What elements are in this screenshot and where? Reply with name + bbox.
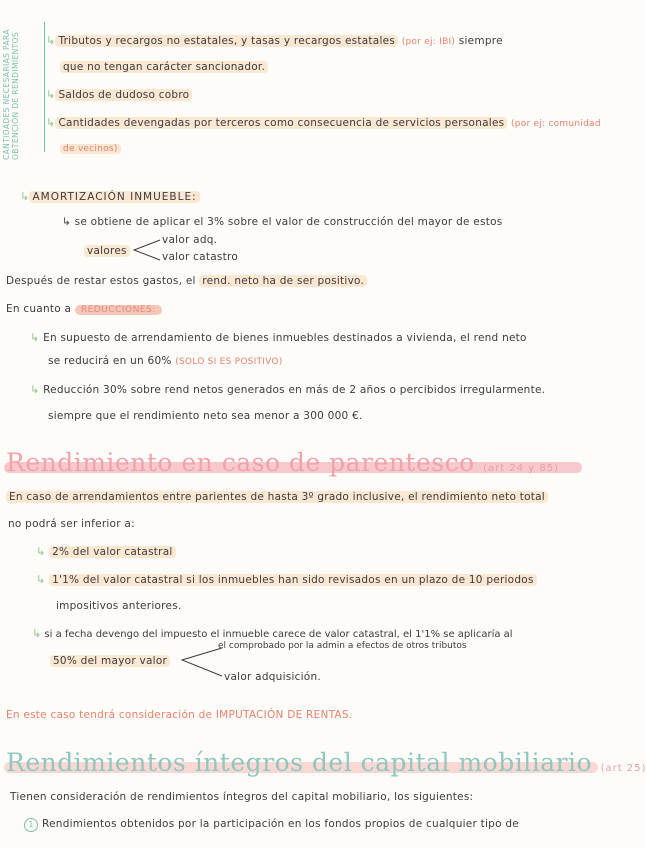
- parentesco-text1: En caso de arrendamientos entre parientes de hasta 3º grado inclusive, el rendimiento neto total: [6, 491, 548, 503]
- reducciones-r1: ↳ En supuesto de arrendamiento de bienes inmuebles destinados a vivienda, el rend neto: [30, 331, 527, 344]
- brace-icon: [178, 646, 224, 680]
- arrow-icon: ↳: [36, 545, 46, 558]
- reducciones-r1-cont: se reducirá en un 60% (SOLO SI ES POSITIVO): [48, 355, 283, 367]
- parentesco-b3: ↳ si a fecha devengo del impuesto el inmueble carece de valor catastral, el 1'1% se aplicaría al: [32, 627, 513, 640]
- arrow-icon: ↳: [62, 216, 72, 228]
- list1-item3-cont: de vecinos): [60, 142, 121, 154]
- reducciones-r2-cont: siempre que el rendimiento neto sea menor a 300 000 €.: [48, 410, 363, 422]
- side-bracket: [44, 22, 45, 152]
- capital-text: Tienen consideración de rendimientos íntegros del capital mobiliario, los siguientes:: [10, 791, 474, 803]
- amortizacion-opt1: valor adq.: [162, 234, 218, 246]
- amortizacion-label: ↳ AMORTIZACIÓN INMUEBLE:: [20, 190, 200, 203]
- parentesco-b3-opt2: valor adquisición.: [224, 671, 321, 683]
- arrow-icon: ↳: [30, 383, 40, 396]
- parentesco-text2: no podrá ser inferior a:: [8, 518, 135, 530]
- capital-item1: 1 Rendimientos obtenidos por la participación en los fondos propios de cualquier tipo de: [24, 818, 519, 832]
- number-badge: 1: [24, 818, 38, 832]
- reducciones-r2: ↳ Reducción 30% sobre rend netos generados en más de 2 años o percibidos irregularmente.: [30, 383, 546, 396]
- arrow-icon: ↳: [46, 116, 56, 129]
- parentesco-b1: ↳ 2% del valor catastral: [36, 545, 176, 558]
- reducciones-heading: En cuanto a REDUCCIONES:: [6, 303, 162, 315]
- parentesco-b3-cont: 50% del mayor valor: [50, 655, 170, 667]
- list1-item1: ↳ Tributos y recargos no estatales, y tasas y recargos estatales (por ej: IBI) siempre: [46, 34, 503, 47]
- amortizacion-text: ↳ se obtiene de aplicar el 3% sobre el valor de construcción del mayor de estos: [62, 216, 503, 228]
- side-note: CANTIDADES NECESARIAS PARA OBTENCIÓN DE RENDIMIENTOS: [2, 29, 20, 160]
- capital-title: Rendimientos íntegros del capital mobiliario (art 25): [6, 748, 646, 777]
- amortizacion-opt2: valor catastro: [162, 251, 239, 263]
- list1-item3: ↳ Cantidades devengadas por terceros como consecuencia de servicios personales (por ej: comunidad: [46, 116, 601, 129]
- arrow-icon: ↳: [36, 573, 46, 586]
- despues-text: Después de restar estos gastos, el rend. neto ha de ser positivo.: [6, 275, 367, 287]
- reducciones-badge: REDUCCIONES:: [75, 305, 162, 315]
- parentesco-b2-cont: impositivos anteriores.: [56, 600, 182, 612]
- amortizacion-valores: valores: [84, 245, 130, 257]
- parentesco-title: Rendimiento en caso de parentesco (art 24 y 85): [6, 448, 559, 477]
- parentesco-b2: ↳ 1'1% del valor catastral si los inmuebles han sido revisados en un plazo de 10 periodos: [36, 573, 537, 586]
- parentesco-note: En este caso tendrá consideración de IMPUTACIÓN DE RENTAS.: [6, 709, 353, 721]
- brace-icon: [130, 238, 162, 262]
- arrow-icon: ↳: [30, 331, 40, 344]
- arrow-icon: ↳: [20, 190, 30, 203]
- list1-item1-cont: que no tengan carácter sancionador.: [60, 61, 268, 73]
- arrow-icon: ↳: [46, 34, 56, 47]
- parentesco-b3-opt1: el comprobado por la admin a efectos de otros tributos: [218, 641, 467, 651]
- list1-item2: ↳ Saldos de dudoso cobro: [46, 88, 192, 101]
- arrow-icon: ↳: [46, 88, 56, 101]
- arrow-icon: ↳: [32, 627, 42, 640]
